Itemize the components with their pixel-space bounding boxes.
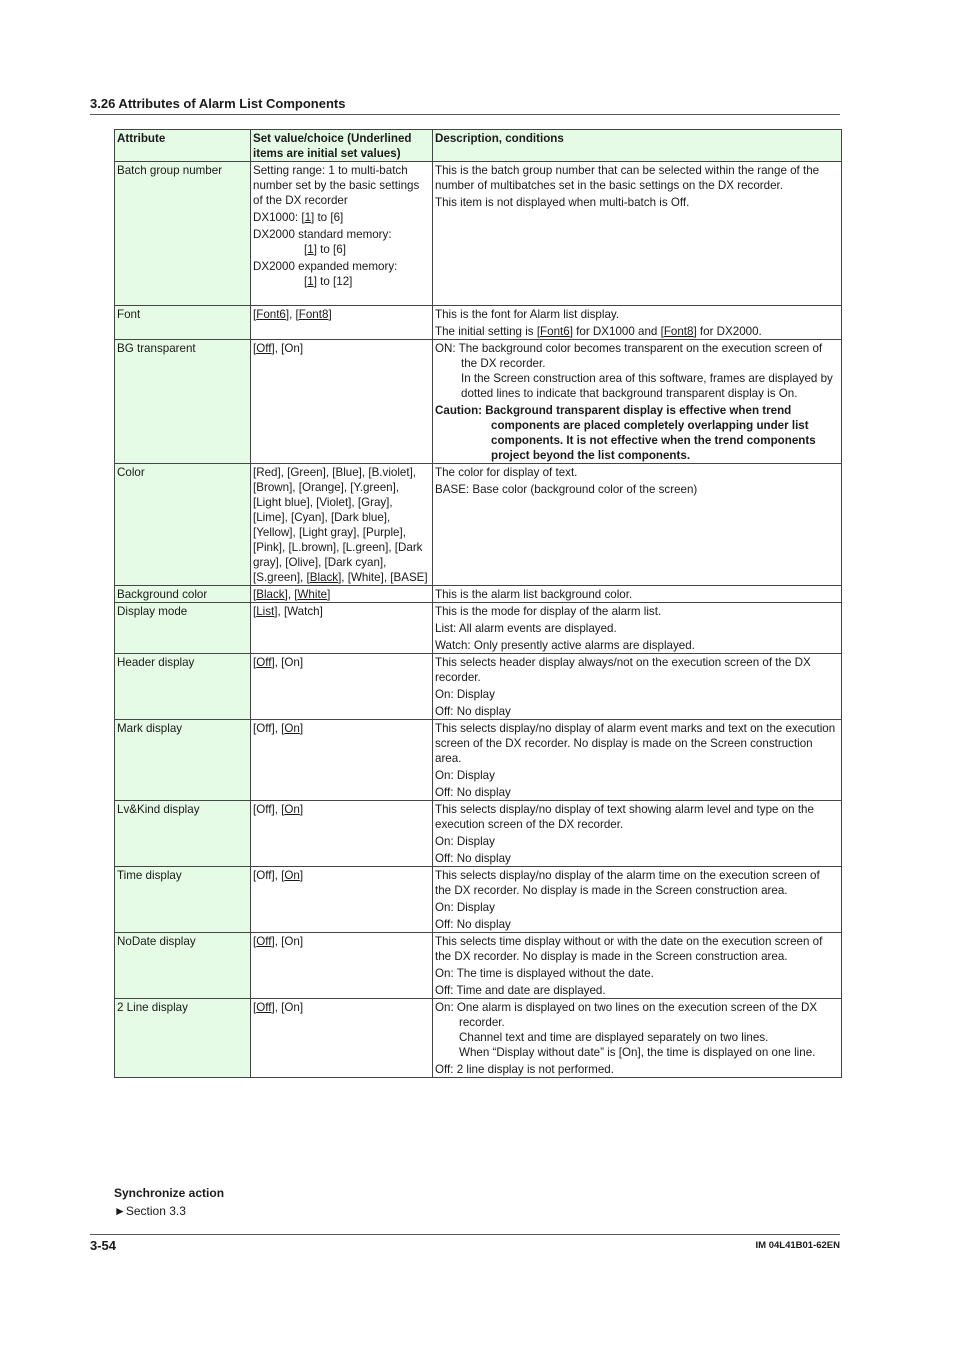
description-text: This selects display/no display of the alarm time on the execution screen of the DX recorder. No display is made in the Screen construction area. [435, 869, 820, 897]
description-cell [433, 340, 842, 464]
table-row [115, 720, 842, 801]
attribute-cell: Display mode [115, 603, 251, 654]
description-text: On: Display [435, 769, 495, 782]
choice-cell [251, 603, 433, 654]
attribute-cell: Background color [115, 586, 251, 603]
description-cell [433, 720, 842, 801]
description-text: The color for display of text. [435, 466, 578, 479]
table-row [115, 801, 842, 867]
page-number: 3-54 [90, 1238, 117, 1253]
choice-cell [251, 933, 433, 999]
description-text: This selects time display without or with the date on the execution screen of the DX recorder. No display is made in the Screen construction area. [435, 935, 823, 963]
table-row [115, 867, 842, 933]
description-text: Off: Time and date are displayed. [435, 984, 606, 997]
description-text: List: All alarm events are displayed. [435, 622, 617, 635]
document-id: IM 04L41B01-62EN [755, 1240, 840, 1251]
attribute-cell: Header display [115, 654, 251, 720]
description-text: Channel text and time are displayed separately on two lines. [459, 1031, 769, 1044]
choice-cell [251, 586, 433, 603]
choice-cell [251, 999, 433, 1078]
description-text: This is the font for Alarm list display. [435, 308, 620, 321]
description-text: Off: No display [435, 705, 511, 718]
description-cell [433, 603, 842, 654]
choice-text: [Off], [On] [253, 1001, 304, 1014]
choice-text: [Off], [On] [253, 342, 304, 355]
table-row [115, 586, 842, 603]
table-row [115, 603, 842, 654]
description-text: On: Display [435, 688, 495, 701]
section-title: 3.26 Attributes of Alarm List Components [90, 96, 840, 115]
choice-text: DX1000: [1] to [6] [253, 211, 344, 224]
description-text: When “Display without date” is [On], the time is displayed on one line. [459, 1046, 816, 1059]
choice-cell [251, 340, 433, 464]
description-text: On: One alarm is displayed on two lines on the execution screen of the DX recorder. [435, 1001, 818, 1029]
description-cell [433, 586, 842, 603]
choice-cell [251, 654, 433, 720]
table-row [115, 933, 842, 999]
caution-text: Caution: Background transparent display is effective when trend components are placed completely overlapping under list components. It is not effective when the trend components project beyond the list components. [435, 404, 816, 462]
description-text: This item is not displayed when multi-batch is Off. [435, 196, 690, 209]
description-text: In the Screen construction area of this software, frames are displayed by dotted lines to indicate that background transparent display is On. [461, 372, 833, 400]
choice-text: [Off], [On] [253, 935, 304, 948]
description-text: On: Display [435, 901, 495, 914]
choice-cell [251, 464, 433, 586]
description-text: Off: No display [435, 852, 511, 865]
choice-text: DX2000 expanded memory: [253, 260, 398, 273]
choice-cell [251, 162, 433, 306]
choice-text: [Red], [Green], [Blue], [B.violet], [Brown], [Orange], [Y.green], [Light blue], [Violet], [Gray], [Lime], [Cyan], [Dark blue], [Yellow], [Light gray], [Purple], [Pink], [L.brown], [L.green], [Dark gray], [Olive], [Dark cyan], [S.green], [Black], [White], [BASE] [253, 466, 428, 584]
table-row [115, 340, 842, 464]
description-text: This is the alarm list background color. [435, 588, 633, 601]
attribute-cell: Color [115, 464, 251, 586]
description-cell [433, 867, 842, 933]
description-text: On: Display [435, 835, 495, 848]
description-cell [433, 933, 842, 999]
sync-title: Synchronize action [114, 1186, 225, 1200]
description-text: ON: The background color becomes transparent on the execution screen of the DX recorder. [435, 342, 823, 370]
choice-text: [Off], [On] [253, 722, 304, 735]
description-text: Watch: Only presently active alarms are displayed. [435, 639, 695, 652]
table-row [115, 464, 842, 586]
description-text: This selects display/no display of text showing alarm level and type on the execution screen of the DX recorder. [435, 803, 814, 831]
section-reference-link[interactable]: ►Section 3.3 [114, 1204, 186, 1218]
header-set-value: Set value/choice (Underlined items are initial set values) [251, 130, 433, 162]
choice-text: [Black], [White] [253, 588, 331, 601]
attribute-cell: NoDate display [115, 933, 251, 999]
choice-text: [Off], [On] [253, 656, 304, 669]
attribute-cell: Batch group number [115, 162, 251, 306]
description-cell [433, 654, 842, 720]
table-header-row [115, 130, 842, 162]
choice-cell [251, 306, 433, 340]
table-row [115, 306, 842, 340]
description-cell [433, 162, 842, 306]
choice-cell [251, 720, 433, 801]
description-text: This selects display/no display of alarm event marks and text on the execution screen of the DX recorder. No display is made on the Screen construction area. [435, 722, 836, 765]
attribute-cell: 2 Line display [115, 999, 251, 1078]
header-attribute: Attribute [115, 130, 251, 162]
description-text: On: The time is displayed without the date. [435, 967, 654, 980]
choice-cell [251, 801, 433, 867]
description-cell [433, 999, 842, 1078]
description-text: Off: No display [435, 786, 511, 799]
header-description: Description, conditions [433, 130, 842, 162]
attribute-cell: Time display [115, 867, 251, 933]
description-cell [433, 464, 842, 586]
footer-divider [90, 1234, 840, 1235]
description-text: The initial setting is [Font6] for DX1000 and [Font8] for DX2000. [435, 325, 762, 338]
description-text: This is the batch group number that can be selected within the range of the number of multibatches set in the basic settings on the DX recorder. [435, 164, 820, 192]
description-text: Off: 2 line display is not performed. [435, 1063, 614, 1076]
choice-cell [251, 867, 433, 933]
choice-text: [1] to [12] [304, 275, 353, 288]
choice-text: [Font6], [Font8] [253, 308, 332, 321]
description-text: Off: No display [435, 918, 511, 931]
attribute-cell: Mark display [115, 720, 251, 801]
choice-text: [Off], [On] [253, 869, 304, 882]
attributes-table [114, 129, 842, 1078]
description-text: This is the mode for display of the alarm list. [435, 605, 662, 618]
attribute-cell: BG transparent [115, 340, 251, 464]
description-text: This selects header display always/not on the execution screen of the DX recorder. [435, 656, 811, 684]
choice-text: [List], [Watch] [253, 605, 323, 618]
table-row [115, 999, 842, 1078]
description-cell [433, 801, 842, 867]
table-row [115, 162, 842, 306]
attribute-cell: Font [115, 306, 251, 340]
description-cell [433, 306, 842, 340]
choice-text: Setting range: 1 to multi-batch number set by the basic settings of the DX recorder [253, 164, 420, 207]
choice-text: [Off], [On] [253, 803, 304, 816]
attribute-cell: Lv&Kind display [115, 801, 251, 867]
choice-text: [1] to [6] [304, 243, 346, 256]
table-row [115, 654, 842, 720]
choice-text: DX2000 standard memory: [253, 228, 392, 241]
description-text: BASE: Base color (background color of the screen) [435, 483, 698, 496]
